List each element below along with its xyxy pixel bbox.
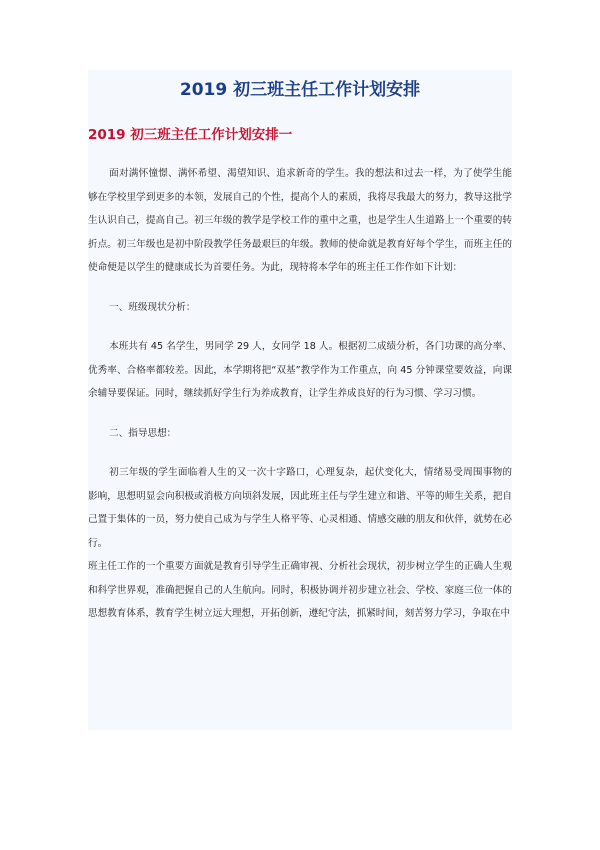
class-status-paragraph: 本班共有 45 名学生，男同学 29 人，女同学 18 人。根据初二成绩分析，各门功课的高分率、优秀率、合格率都较差。因此，本学期将把“双基”教学作为工作重点，向 45 分钟课堂要效益，向课余辅导要保证。同时，继续抓好学生行为养成教育，让学生养成良好的行为习惯、学习习惯。 <box>88 341 512 399</box>
class-teacher-work-paragraph: 班主任工作的一个重要方面就是教育引导学生正确审视、分析社会现状，初步树立学生的正确人生观和科学世界观，准确把握自己的人生航向。同时，积极协调并初步建立社会、学校、家庭三位一体的思想教育体系，教育学生树立远大理想，开拓创新，遵纪守法，抓紧时间，刻苦努力学习，争取在中 <box>88 561 512 619</box>
guiding-ideology-paragraph: 初三年级的学生面临着人生的又一次十字路口，心理复杂，起伏变化大，情绪易受周围事物的影响，思想明显会向积极或消极方向顷斜发展，因此班主任与学生建立和谐、平等的师生关系，把自己置于集体的一员，努力使自己成为与学生人格平等、心灵相通、情感交融的朋友和伙伴，就势在必行。 <box>88 467 512 549</box>
section-heading: 2019 初三班主任工作计划安排一 <box>88 127 293 143</box>
document-title: 2019 初三班主任工作计划安排 <box>179 80 421 100</box>
subheading-class-status: 一、班级现状分析： <box>109 301 196 313</box>
intro-paragraph: 面对满怀憧憬、满怀希望、渴望知识、追求新奇的学生。我的想法和过去一样，为了使学生能够在学校里学到更多的本领，发展自己的个性，提高个人的素质，我将尽我最大的努力，教导这批学生认识自己，提高自己。初三年级的教学是学校工作的重中之重，也是学生人生道路上一个重要的转折点。初三年级也是初中阶段教学任务最艰巨的年级。教师的使命就是教育好每个学生，而班主任的使命便是以学生的健康成长为首要任务。为此，现特将本学年的班主任工作作如下计划： <box>88 168 512 273</box>
subheading-guiding-ideology: 二、指导思想： <box>109 427 177 439</box>
document-content <box>88 74 512 626</box>
